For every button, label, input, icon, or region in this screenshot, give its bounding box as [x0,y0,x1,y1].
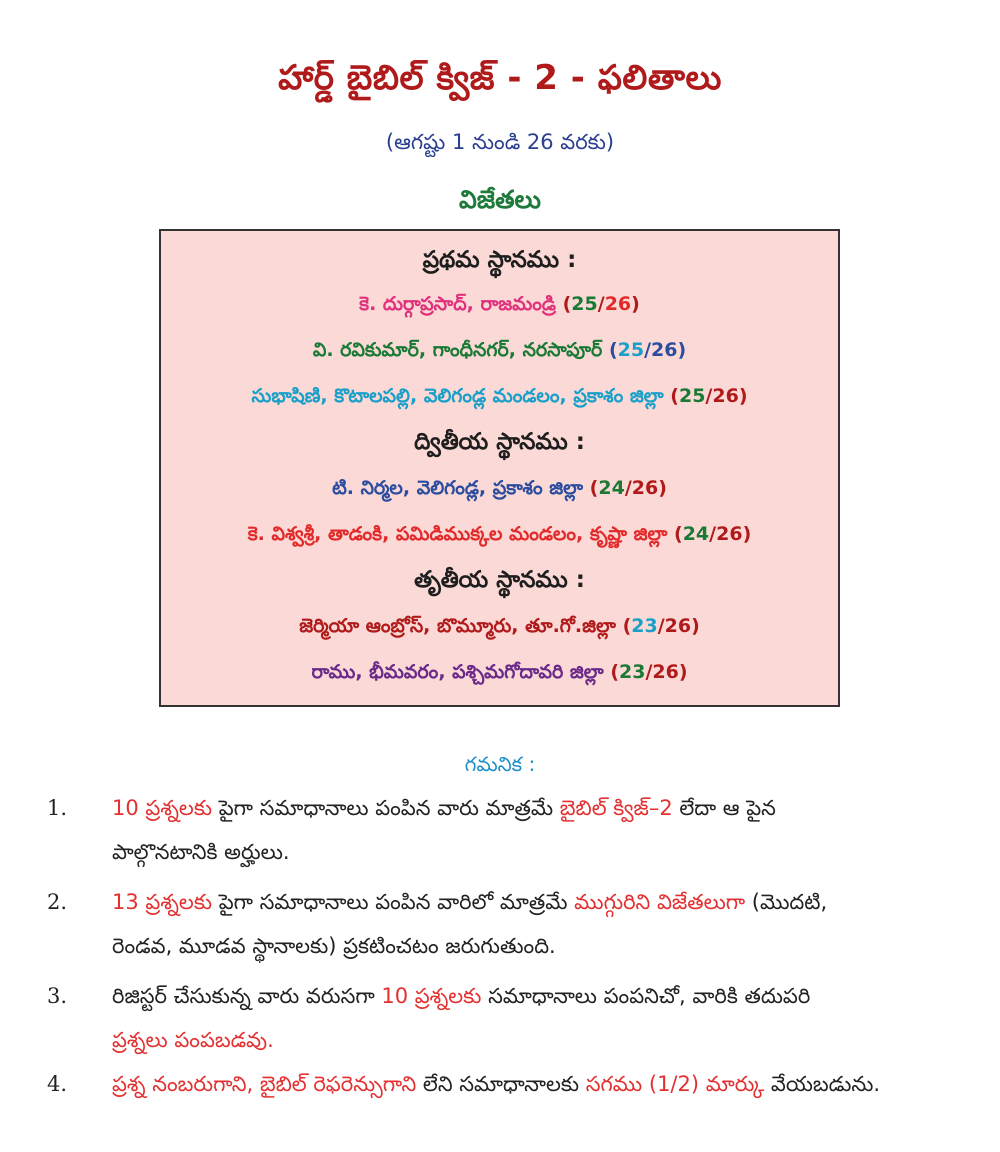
score-slash: / [645,661,653,683]
score-open: ( [608,339,618,361]
winner-score: 25 [617,339,645,361]
score-open: ( [610,661,619,683]
note-line [112,880,972,924]
winner-name: రాము, భీమవరం, పశ్చిమగోదావరి జిల్లా [311,661,604,683]
note-text-run: లేదా ఆ పైన [672,796,776,820]
winner-total: 26 [712,385,739,407]
first-place-heading: ప్రథమ స్థానము : [422,247,577,273]
score-close: ) [742,523,752,545]
winner-score: 25 [571,293,598,315]
winners-heading: విజేతలు [459,185,541,214]
score-close: ) [631,293,640,315]
score-slash: / [644,339,652,361]
winner-name: జెర్మియా ఆంబ్రోస్, బొమ్మూరు, తూ.గో.జిల్లా [299,615,616,637]
winner-score: 25 [678,385,706,407]
winner-total: 26 [631,477,659,499]
note-line [112,830,972,874]
note-heading: గమనిక : [464,752,536,776]
highlighted-text: ప్రశ్న నంబరుగాని, బైబిల్ రెఫరెన్సుగాని [112,1072,417,1096]
winner-total: 26 [664,615,692,637]
note-number: 3. [47,984,68,1008]
note-line [112,1062,972,1106]
winner-line [161,385,838,412]
winner-line [161,615,838,642]
winner-name: సుభాషిణి, కొటాలపల్లి, వెలిగండ్ల మండలం, ప్రకాశం జిల్లా [251,385,664,407]
score-close: ) [691,615,700,637]
score-slash: / [624,477,632,499]
winner-line [161,293,838,320]
winner-total: 26 [716,523,743,545]
score-open: ( [589,477,599,499]
score-slash: / [705,385,713,407]
winner-name: కె. విశ్వశ్రీ, తాడంకి, పమిడిముక్కల మండలం, కృష్ణా జిల్లా [247,523,668,545]
score-open: ( [562,293,572,315]
score-open: ( [670,385,679,407]
page-title: హార్డ్ బైబిల్ క్విజ్ - 2 - ఫలితాలు [278,58,722,98]
score-slash: / [657,615,665,637]
winner-line [161,661,838,688]
score-close: ) [658,477,667,499]
winner-score: 23 [619,661,646,683]
highlighted-text: ముగ్గురిని విజేతలుగా [574,890,746,914]
winner-total: 26 [651,339,678,361]
highlighted-text: 10 ప్రశ్నలకు [381,984,482,1008]
note-text-run: రెండవ, మూడవ స్థానాలకు) ప్రకటించటం జరుగుతుంది. [112,934,556,958]
note-text-run: పైగా సమాధానాలు పంపిన వారు మాత్రమే [212,796,560,820]
highlighted-text: 13 ప్రశ్నలకు [112,890,213,914]
winner-name: వి. రవికుమార్, గాంధీనగర్, నరసాపూర్ [312,339,603,361]
winner-line [161,339,838,366]
note-text-run: వేయబడును. [764,1072,881,1096]
second-place-heading: ద్వితీయ స్థానము : [414,429,585,455]
winner-score: 23 [631,615,658,637]
note-line [112,1018,972,1062]
note-line [112,974,972,1018]
winner-name: కె. దుర్గాప్రసాద్, రాజమండ్రి [359,293,556,315]
score-open: ( [674,523,683,545]
highlighted-text: బైబిల్ క్విజ్–2 [559,796,673,820]
score-close: ) [678,661,688,683]
score-slash: / [597,293,605,315]
date-range-subtitle: (ఆగష్టు 1 నుండి 26 వరకు) [385,130,615,154]
winner-line [161,523,838,550]
note-line [112,786,972,830]
note-text-run: (మొదటి, [745,890,828,914]
score-slash: / [709,523,717,545]
winner-name: టి. నిర్మల, వెలిగండ్ల, ప్రకాశం జిల్లా [332,477,584,499]
highlighted-text: సగము (1/2) మార్కు [585,1072,765,1096]
note-text-run: పైగా సమాధానాలు పంపిన వారిలో మాత్రమే [212,890,575,914]
note-text-run: లేని సమాధానాలకు [416,1072,586,1096]
note-text-run: పాల్గొనటానికి అర్హులు. [112,840,290,864]
note-number: 4. [47,1072,68,1096]
winner-total: 26 [604,293,632,315]
note-number: 2. [47,890,68,914]
winner-line [161,477,838,504]
winner-score: 24 [598,477,625,499]
score-close: ) [738,385,748,407]
note-text-run: సమాధానాలు పంపనిచో, వారికి తదుపరి [481,984,811,1008]
score-open: ( [622,615,632,637]
note-text-run: రిజిస్టర్ చేసుకున్న వారు వరుసగా [112,984,382,1008]
highlighted-text: ప్రశ్నలు పంపబడవు. [112,1028,274,1052]
highlighted-text: 10 ప్రశ్నలకు [112,796,213,820]
winners-box [159,229,840,707]
third-place-heading: తృతీయ స్థానము : [414,567,585,593]
note-line [112,924,972,968]
note-number: 1. [47,796,68,820]
score-close: ) [677,339,687,361]
winner-total: 26 [652,661,679,683]
winner-score: 24 [682,523,710,545]
